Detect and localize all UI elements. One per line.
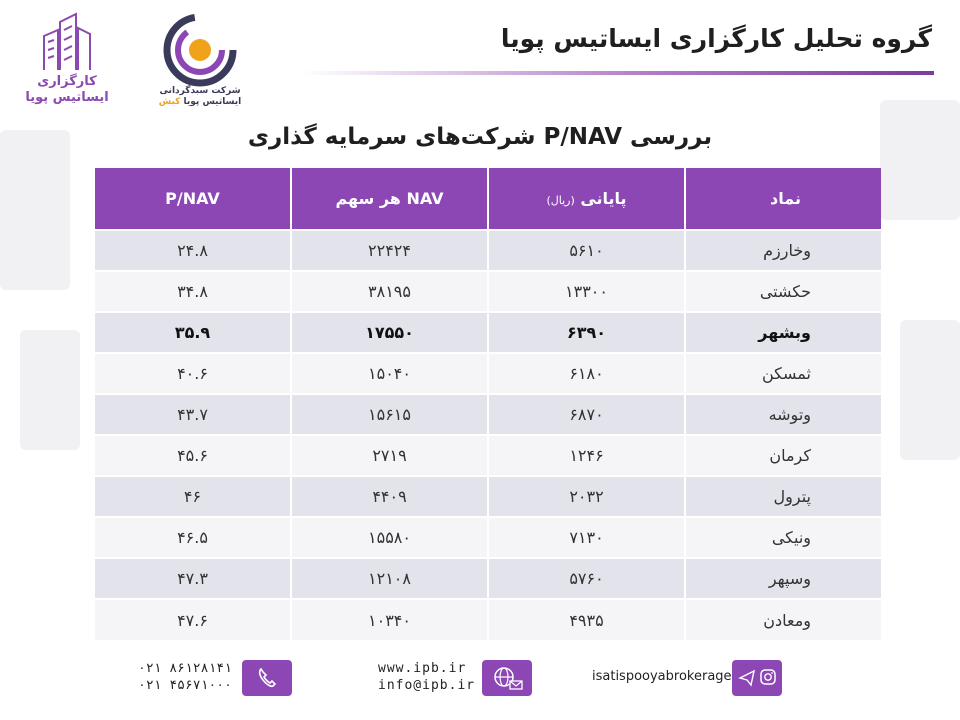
header-divider (300, 71, 934, 75)
email-link[interactable]: info@ipb.ir (378, 678, 476, 693)
cell-symbol: ثمسکن (685, 353, 881, 394)
cell-close: ۶۳۹۰ (488, 312, 685, 353)
cell-close: ۴۹۳۵ (488, 599, 685, 640)
cell-symbol: وتوشه (685, 394, 881, 435)
cell-pnav: ۴۳.۷ (95, 394, 291, 435)
background-shape (20, 330, 80, 450)
phone-icon[interactable] (242, 660, 292, 696)
header-nav: NAV هر سهم (291, 168, 488, 230)
table-row-highlighted (95, 312, 881, 353)
pnav-table (95, 168, 881, 640)
fund-logo-line2 (150, 97, 250, 108)
phone-number-2: ۰۲۱ ۴۵۶۷۱۰۰۰ (138, 678, 232, 693)
header-symbol: نماد (685, 168, 881, 230)
cell-pnav: ۴۷.۶ (95, 599, 291, 640)
cell-close: ۱۳۳۰۰ (488, 271, 685, 312)
cell-close: ۶۸۷۰ (488, 394, 685, 435)
fund-logo-accent: کیش (158, 97, 181, 107)
table-header-row (95, 168, 881, 230)
cell-close: ۷۱۳۰ (488, 517, 685, 558)
cell-pnav: ۴۵.۶ (95, 435, 291, 476)
cell-close: ۵۷۶۰ (488, 558, 685, 599)
fund-logo-name: ایساتیس پویا (183, 97, 242, 107)
cell-symbol: ونیکی (685, 517, 881, 558)
cell-pnav: ۴۶.۵ (95, 517, 291, 558)
cell-nav: ۴۴۰۹ (291, 476, 488, 517)
background-shape (880, 100, 960, 220)
cell-symbol: پترول (685, 476, 881, 517)
cell-nav: ۲۲۴۲۴ (291, 230, 488, 271)
header-title: گروه تحلیل کارگزاری ایساتیس پویا (500, 24, 932, 53)
page-title: بررسی P/NAV شرکت‌های سرمایه گذاری (247, 124, 713, 150)
table-row (95, 230, 881, 271)
fund-logo-caption (150, 86, 250, 108)
footer-phones (138, 660, 232, 694)
cell-nav: ۱۵۶۱۵ (291, 394, 488, 435)
header-close (488, 168, 685, 230)
cell-nav: ۲۷۱۹ (291, 435, 488, 476)
table-row (95, 435, 881, 476)
header-close-label: پایانی (580, 189, 627, 208)
table-row (95, 271, 881, 312)
fund-logo-line1: شرکت سبدگردانی (159, 86, 241, 96)
table-row (95, 353, 881, 394)
globe-mail-icon[interactable] (482, 660, 532, 696)
cell-close: ۲۰۳۲ (488, 476, 685, 517)
header-pnav: P/NAV (95, 168, 291, 230)
footer (0, 650, 960, 710)
telegram-instagram-icon[interactable] (732, 660, 782, 696)
footer-web (378, 660, 475, 694)
background-shape (900, 320, 960, 460)
table-row (95, 599, 881, 640)
table-row (95, 558, 881, 599)
background-shape (0, 130, 70, 290)
cell-pnav: ۴۶ (95, 476, 291, 517)
cell-nav: ۱۵۵۸۰ (291, 517, 488, 558)
cell-nav: ۱۰۳۴۰ (291, 599, 488, 640)
cell-nav: ۳۸۱۹۵ (291, 271, 488, 312)
cell-pnav: ۴۰.۶ (95, 353, 291, 394)
phone-number-1: ۰۲۱ ۸۶۱۲۸۱۴۱ (138, 661, 232, 676)
cell-symbol: حکشتی (685, 271, 881, 312)
cell-pnav: ۴۷.۳ (95, 558, 291, 599)
website-link[interactable]: www.ipb.ir (378, 661, 467, 676)
cell-pnav: ۳۴.۸ (95, 271, 291, 312)
cell-nav: ۱۲۱۰۸ (291, 558, 488, 599)
cell-symbol: وخارزم (685, 230, 881, 271)
cell-symbol: ومعادن (685, 599, 881, 640)
cell-pnav: ۳۵.۹ (95, 312, 291, 353)
header-close-unit: (ریال) (546, 194, 575, 207)
cell-nav: ۱۷۵۵۰ (291, 312, 488, 353)
cell-close: ۱۲۴۶ (488, 435, 685, 476)
fund-logo (162, 12, 238, 88)
cell-symbol: وسپهر (685, 558, 881, 599)
cell-close: ۶۱۸۰ (488, 353, 685, 394)
table-row (95, 517, 881, 558)
table-row (95, 476, 881, 517)
cell-close: ۵۶۱۰ (488, 230, 685, 271)
social-handle[interactable]: isatispooyabrokerage (592, 669, 732, 684)
cell-nav: ۱۵۰۴۰ (291, 353, 488, 394)
cell-symbol: وبشهر (685, 312, 881, 353)
broker-logo-text: کارگزاری ایساتیس پویا (25, 74, 109, 105)
cell-pnav: ۲۴.۸ (95, 230, 291, 271)
cell-symbol: کرمان (685, 435, 881, 476)
table-row (95, 394, 881, 435)
